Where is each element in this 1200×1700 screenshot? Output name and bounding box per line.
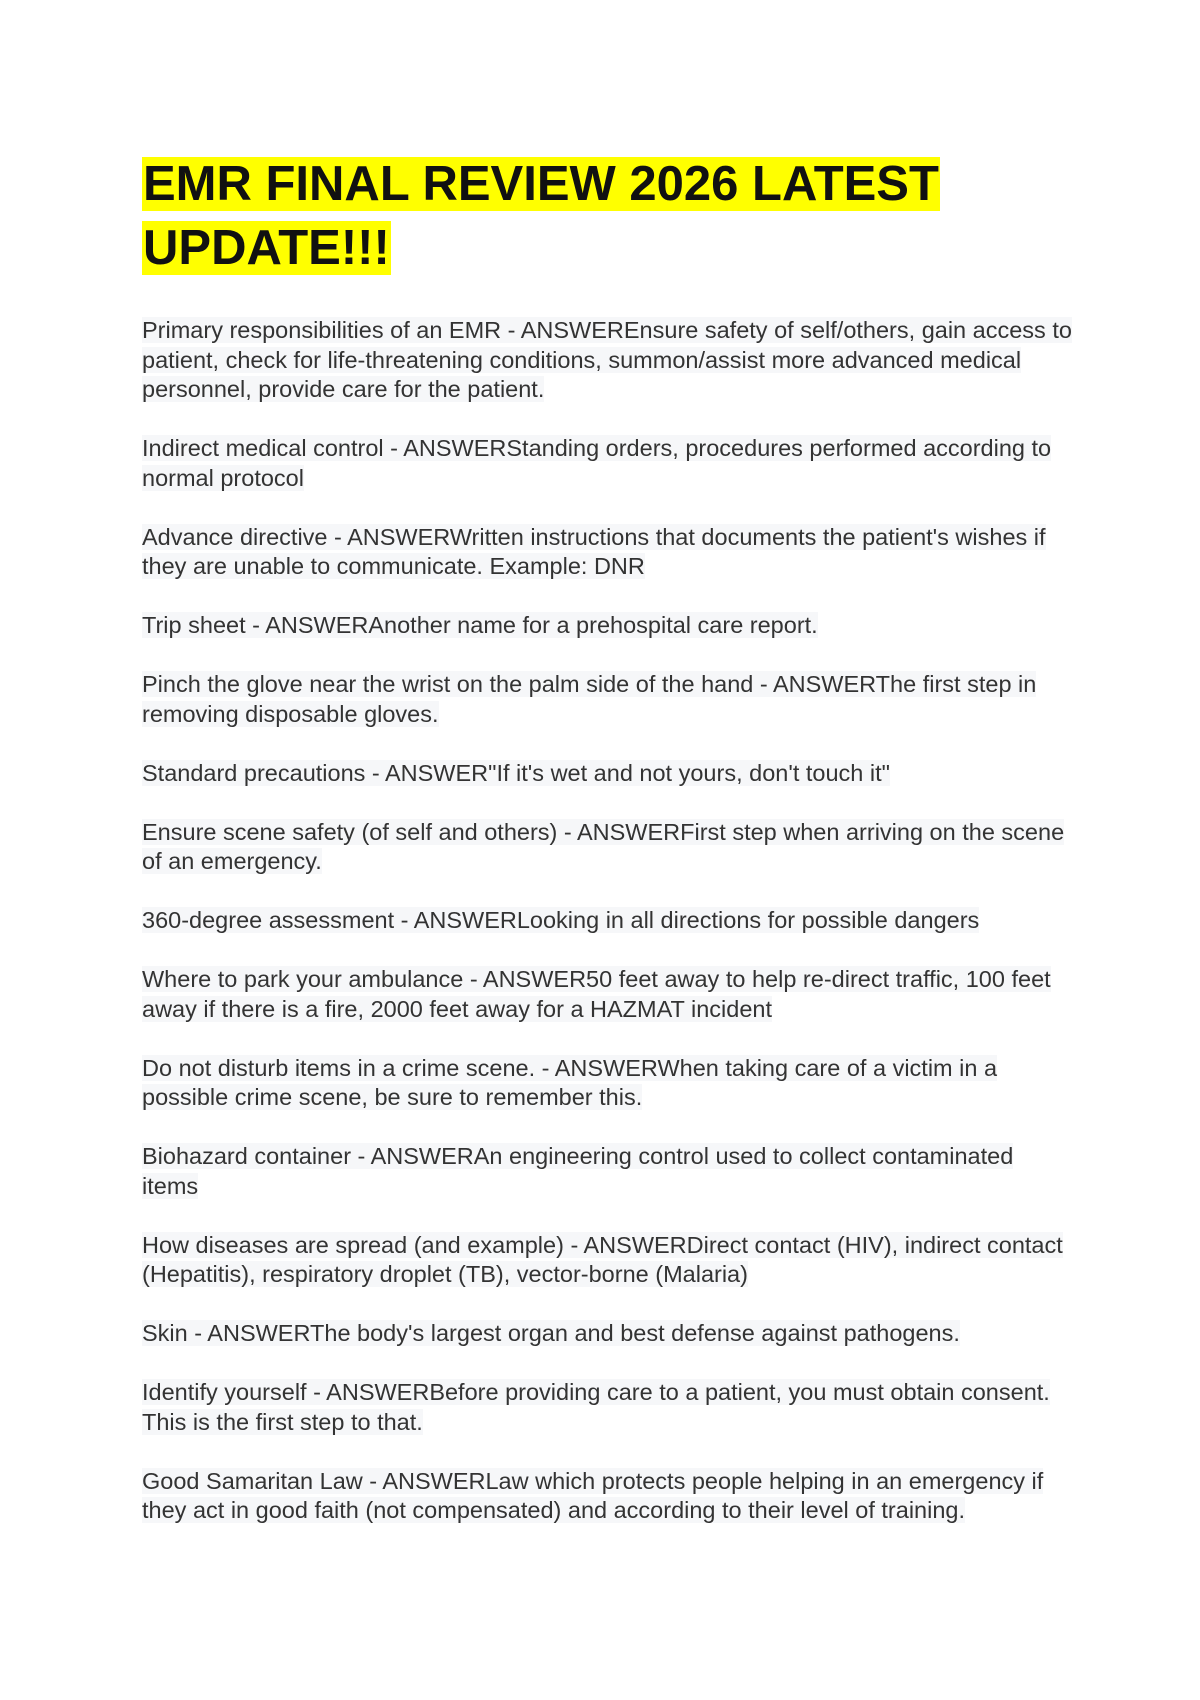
qa-entry: Trip sheet - ANSWERAnother name for a prehospital care report.: [142, 612, 818, 638]
qa-entry: Where to park your ambulance - ANSWER50 feet away to help re-direct traffic, 100 feet away if there is a fire, 2000 feet away for a HAZMAT incident: [142, 966, 1051, 1022]
qa-entry: Pinch the glove near the wrist on the palm side of the hand - ANSWERThe first step in removing disposable gloves.: [142, 671, 1037, 727]
qa-entry: Good Samaritan Law - ANSWERLaw which protects people helping in an emergency if they act in good faith (not compensated) and according to their level of training.: [142, 1467, 1044, 1523]
qa-entry: How diseases are spread (and example) - ANSWERDirect contact (HIV), indirect contact (Hepatitis), respiratory droplet (TB), vector-borne (Malaria): [142, 1231, 1063, 1287]
qa-entry: Advance directive - ANSWERWritten instructions that documents the patient's wishes if they are unable to communicate. Example: DNR: [142, 523, 1046, 579]
qa-entry: Ensure scene safety (of self and others) - ANSWERFirst step when arriving on the scene of an emergency.: [142, 818, 1065, 874]
qa-entry: Skin - ANSWERThe body's largest organ and best defense against pathogens.: [142, 1320, 960, 1346]
qa-entry: Do not disturb items in a crime scene. - ANSWERWhen taking care of a victim in a possible crime scene, be sure to remember this.: [142, 1054, 998, 1110]
qa-entry: Indirect medical control - ANSWERStanding orders, procedures performed according to normal protocol: [142, 435, 1052, 491]
qa-entry: Primary responsibilities of an EMR - ANSWEREnsure safety of self/others, gain access to patient, check for life-threatening conditions, summon/assist more advanced medical personnel, provide care for the patient.: [142, 317, 1072, 402]
qa-entry: Biohazard container - ANSWERAn engineering control used to collect contaminated items: [142, 1143, 1014, 1199]
page-title: [142, 152, 1072, 280]
title-highlight: EMR FINAL REVIEW 2026 LATEST UPDATE!!!: [143, 157, 939, 275]
qa-entry: 360-degree assessment - ANSWERLooking in all directions for possible dangers: [142, 907, 980, 933]
qa-entry: Standard precautions - ANSWER"If it's wet and not yours, don't touch it": [142, 759, 890, 786]
document-page: [142, 152, 1072, 1555]
qa-entry: Identify yourself - ANSWERBefore providing care to a patient, you must obtain consent. This is the first step to that.: [142, 1379, 1050, 1435]
